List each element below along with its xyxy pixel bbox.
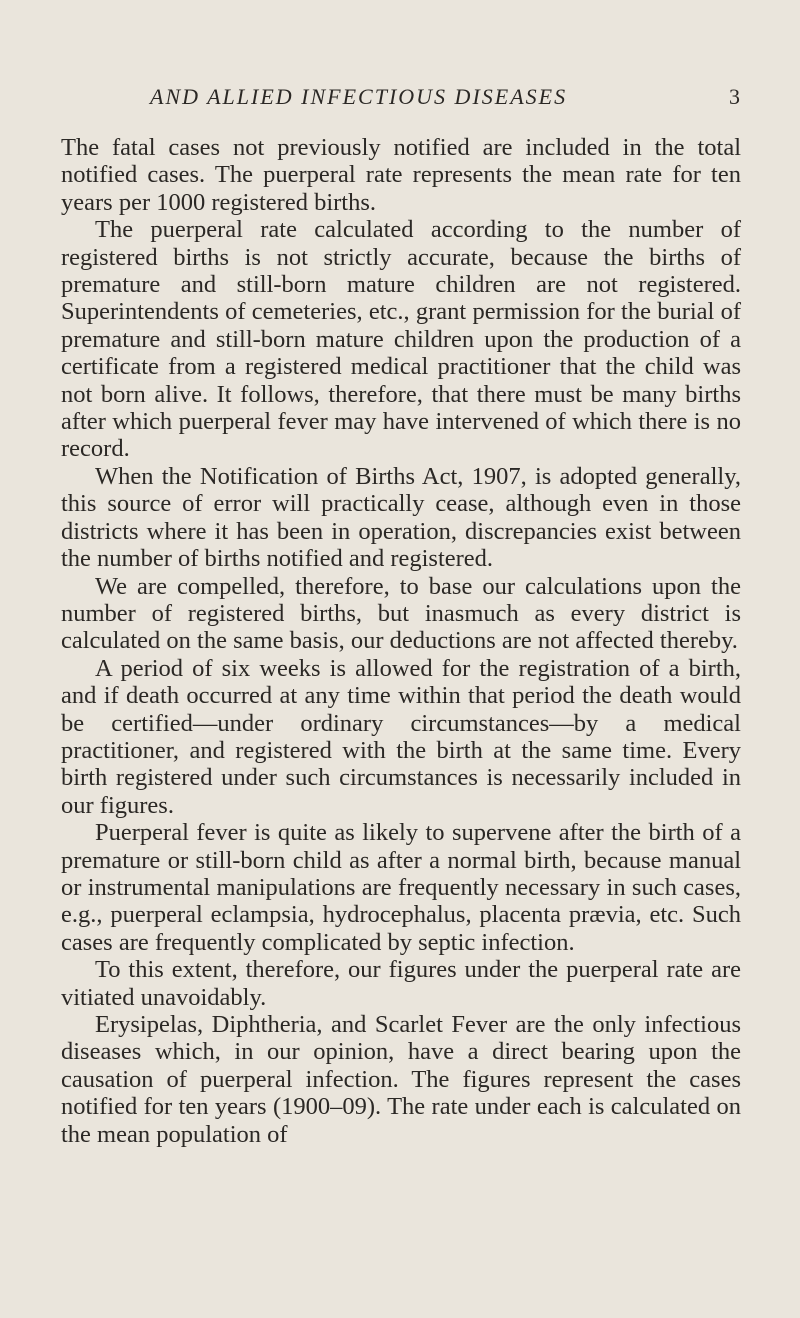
body-text — [61, 134, 741, 1148]
paragraph-3: When the Notification of Births Act, 1907, is adopted generally, this source of error will practically cease, although even in those districts where it has been in operation, discrepancies exist between the number of births notified and registered. — [61, 462, 741, 573]
paragraph-4: We are compelled, therefore, to base our calculations upon the number of registered births, but inasmuch as every district is calculated on the same basis, our deductions are not affected thereby. — [61, 572, 741, 655]
running-head-title: AND ALLIED INFECTIOUS DISEASES — [150, 84, 568, 109]
paragraph-6: Puerperal fever is quite as likely to supervene after the birth of a premature or still-born child as after a normal birth, because manual or instrumental manipulations are frequently necessary in such cases, e.g., puerperal eclampsia, hydrocephalus, placenta prævia, etc. Such cases are frequently complicated by septic infection. — [61, 819, 741, 956]
paragraph-5: A period of six weeks is allowed for the registration of a birth, and if death occurred at any time within that period the death would be certified—under ordinary circumstances—by a medical practitioner, and registered with the birth at the same time. Every birth registered under such circumstances is necessarily included in our figures. — [61, 654, 741, 819]
running-head — [150, 84, 740, 114]
page-number: 3 — [729, 84, 740, 109]
paragraph-1: The fatal cases not previously notified are included in the total notified cases. The puerperal rate represents the mean rate for ten years per 1000 registered births. — [61, 134, 741, 216]
paragraph-2: The puerperal rate calculated according to the number of registered births is not strictly accurate, because the births of premature and still-born mature children are not registered. Superintendents of cemeteries, etc., grant permission for the burial of premature and still-born mature children upon the production of a certificate from a registered medical practitioner that the child was not born alive. It follows, therefore, that there must be many births after which puerperal fever may have intervened of which there is no record. — [61, 216, 741, 463]
paragraph-8: Erysipelas, Diphtheria, and Scarlet Fever are the only infectious diseases which, in our opinion, have a direct bearing upon the causation of puerperal infection. The figures represent the cases notified for ten years (1900–09). The rate under each is calculated on the mean population of — [61, 1011, 741, 1148]
paragraph-7: To this extent, therefore, our figures under the puerperal rate are vitiated unavoidably. — [61, 956, 741, 1011]
